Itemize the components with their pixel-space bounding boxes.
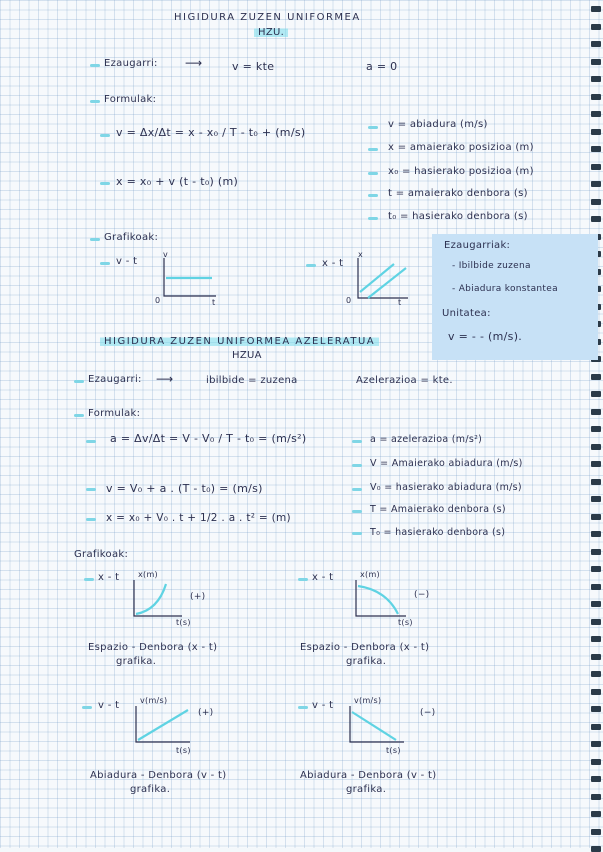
arrow-icon: ⟶ [156,372,174,386]
bullet-dash [368,172,378,175]
formula-velocity-2: v = V₀ + a . (T - t₀) = (m/s) [106,482,263,495]
binding-hole [591,111,601,117]
note-heading-1: Ezaugarriak: [444,240,511,251]
binding-hole [591,741,601,747]
eq-azelerazioa: Azelerazioa = kte. [356,375,453,386]
graph2-4-caption-2: grafika. [346,784,387,795]
title-hzua-text: HIGIDURA ZUZEN UNIFORMEA AZELERATUA [100,336,379,347]
bullet-dash [86,440,96,443]
graph-line-2 [368,268,406,298]
def-4: t = amaierako denbora (s) [388,188,528,199]
plus-icon: (+) [198,708,214,718]
minus-icon: (−) [414,590,430,600]
binding-hole [591,829,601,835]
graph2-1-yaxis: x(m) [138,570,158,579]
binding-hole [591,24,601,30]
def-5: t₀ = hasierako denbora (s) [388,211,528,222]
formula-position: x = x₀ + v (t - t₀) (m) [116,175,239,188]
formula-position-2: x = x₀ + V₀ . t + 1/2 . a . t² = (m) [106,512,291,524]
title-hzua [100,336,379,347]
binding-hole [591,146,601,152]
binding-hole [591,776,601,782]
graph2-1 [130,580,186,620]
arrow-icon: ⟶ [185,56,203,70]
binding-hole [591,374,601,380]
binding-hole [591,601,601,607]
binding-hole [591,846,601,852]
def2-3: V₀ = hasierako abiadura (m/s) [370,482,522,493]
def-1: v = abiadura (m/s) [388,119,488,130]
formula-acceleration: a = Δv/Δt = V - V₀ / T - t₀ = (m/s²) [110,432,307,445]
def2-2: V = Amaierako abiadura (m/s) [370,458,523,469]
note-item-2: - Abiadura konstantea [452,284,558,294]
bullet-dash [90,238,100,241]
binding-hole [591,794,601,800]
origin-label: 0 [346,296,352,305]
binding-hole [591,216,601,222]
binding-hole [591,759,601,765]
graph2-4-label: v - t [312,700,334,711]
graph2-2-caption: Espazio - Denbora (x - t) [300,642,430,653]
bullet-dash [368,194,378,197]
bullet-dash [368,148,378,151]
binding-hole [591,181,601,187]
graph2-2 [352,580,410,620]
axis-label-t: t [212,298,216,307]
graph2-1-label: x - t [98,572,120,583]
binding-hole [591,706,601,712]
graph2-2-xaxis: t(s) [398,618,413,627]
graph2-4-sign: − [423,708,432,718]
graph2-3-yaxis: v(m/s) [140,696,168,705]
def-2: x = amaierako posizioa (m) [388,142,534,153]
binding-hole [591,566,601,572]
graph-v-t [160,258,220,302]
binding-hole [591,409,601,415]
graph2-1-sign: + [193,592,202,602]
minus-icon: (−) [420,708,436,718]
subtitle-hzua: HZUA [232,350,262,361]
eq-a-zero: a = 0 [366,60,398,73]
bullet-dash [368,217,378,220]
graph2-4-caption: Abiadura - Denbora (v - t) [300,770,437,781]
def2-5: T₀ = hasierako denbora (s) [370,527,506,538]
bullet-dash [306,264,316,267]
bullet-dash [352,464,362,467]
subtitle-hzu [254,27,288,38]
binding-hole [591,654,601,660]
graph-axes [350,706,404,742]
bullet-dash [352,510,362,513]
graph2-4-xaxis: t(s) [386,746,401,755]
binding-hole [591,531,601,537]
graph-label-x-t: x - t [322,258,344,269]
bullet-dash [86,518,96,521]
bullet-dash [90,100,100,103]
bullet-dash [298,706,308,709]
ezaugarri-label-2: Ezaugarri: [88,374,142,385]
grafikoak-label-2: Grafikoak: [74,549,129,560]
binding-hole [591,461,601,467]
bullet-dash [90,64,100,67]
binding-hole [591,619,601,625]
bullet-dash [74,380,84,383]
graph2-1-caption-2: grafika. [116,656,157,667]
graph-axes [134,580,182,616]
binding-hole [591,636,601,642]
binding-hole [591,811,601,817]
graph2-1-xaxis: t(s) [176,618,191,627]
def2-1: a = azelerazioa (m/s²) [370,434,483,445]
graph2-2-yaxis: x(m) [360,570,380,579]
formulak-label-1: Formulak: [104,94,157,105]
axis-label-x: x [358,250,364,259]
binding-hole [591,496,601,502]
bullet-dash [298,578,308,581]
title-hzu: HIGIDURA ZUZEN UNIFORMEA [174,12,361,23]
graph-axes [356,580,406,616]
grafikoak-label-1: Grafikoak: [104,232,159,243]
binding-hole [591,584,601,590]
bullet-dash [86,488,96,491]
binding-hole [591,59,601,65]
binding-hole [591,549,601,555]
eq-ibilbide: ibilbide = zuzena [206,375,298,386]
binding-hole [591,479,601,485]
binding-hole [591,199,601,205]
binding-hole [591,76,601,82]
eq-v-kte: v = kte [232,60,275,73]
graph-axes [358,258,408,298]
binding-hole [591,514,601,520]
bullet-dash [100,262,110,265]
graph-line-up [138,710,188,740]
graph2-4-yaxis: v(m/s) [354,696,382,705]
bullet-dash [84,578,94,581]
axis-label-t: t [398,298,402,307]
graph-line-down [352,712,396,740]
ezaugarri-label-1: Ezaugarri: [104,58,158,69]
graph2-3-xaxis: t(s) [176,746,191,755]
note-heading-2: Unitatea: [442,308,491,319]
def-3: x₀ = hasierako posizioa (m) [388,166,534,177]
graph2-2-caption-2: grafika. [346,656,387,667]
notebook-binding [589,0,603,848]
formula-velocity: v = Δx/Δt = x - x₀ / T - t₀ + (m/s) [116,126,306,139]
graph-label-v-t: v - t [116,256,138,267]
binding-hole [591,671,601,677]
plus-icon: (+) [190,592,206,602]
bullet-dash [368,126,378,129]
binding-hole [591,129,601,135]
subtitle-hzu-text: HZU. [254,27,288,38]
binding-hole [591,689,601,695]
graph2-2-sign: − [417,590,426,600]
bullet-dash [74,414,84,417]
bullet-dash [352,532,362,535]
graph2-4 [346,706,408,746]
graph2-3-caption-2: grafika. [130,784,171,795]
origin-label: 0 [155,296,161,305]
graph-line-1 [360,264,394,292]
note-unit: v = - - (m/s). [448,330,523,343]
binding-hole [591,444,601,450]
graph2-3-sign: + [201,708,210,718]
bullet-dash [100,182,110,185]
graph2-3-label: v - t [98,700,120,711]
bullet-dash [100,134,110,137]
graph2-3-caption: Abiadura - Denbora (v - t) [90,770,227,781]
binding-hole [591,391,601,397]
bullet-dash [82,706,92,709]
binding-hole [591,426,601,432]
graph2-2-label: x - t [312,572,334,583]
formulak-label-2: Formulak: [88,408,141,419]
bullet-dash [352,488,362,491]
axis-label-v: v [163,250,169,259]
binding-hole [591,164,601,170]
binding-hole [591,41,601,47]
graph2-1-caption: Espazio - Denbora (x - t) [88,642,218,653]
graph-x-t [354,258,412,302]
binding-hole [591,724,601,730]
graph-curve-down [358,586,398,614]
binding-hole [591,94,601,100]
graph-curve-up [136,584,166,614]
def2-4: T = Amaierako denbora (s) [370,504,506,515]
graph2-3 [132,706,194,746]
binding-hole [591,6,601,12]
bullet-dash [352,440,362,443]
note-item-1: - Ibilbide zuzena [452,261,531,271]
